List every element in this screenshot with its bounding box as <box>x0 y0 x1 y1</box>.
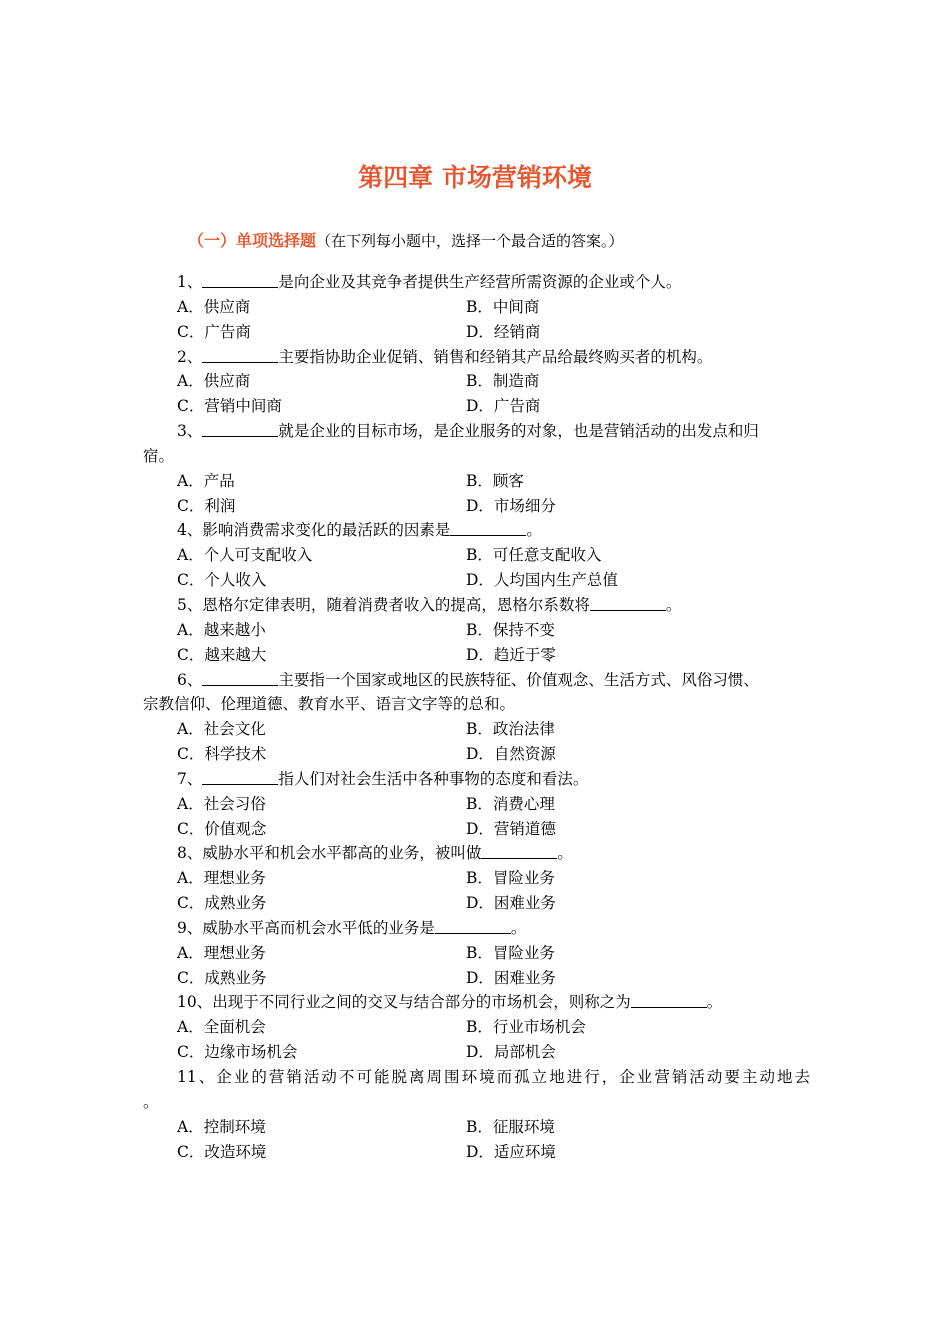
answer-option: B．保持不变 <box>466 620 555 639</box>
answer-blank <box>481 842 557 859</box>
answer-option: C．科学技术 <box>177 745 267 764</box>
option-row <box>0 543 950 568</box>
answer-option: C．边缘市场机会 <box>177 1043 298 1062</box>
answer-option: A．控制环境 <box>177 1117 266 1136</box>
answer-option: A．社会习俗 <box>177 794 266 813</box>
answer-option: D．营销道德 <box>466 819 556 838</box>
answer-option: A．理想业务 <box>177 869 266 888</box>
answer-option: C．改造环境 <box>177 1142 267 1161</box>
answer-option: D．自然资源 <box>466 745 556 764</box>
answer-option: A．个人可支配收入 <box>177 546 313 565</box>
answer-option: C．成熟业务 <box>177 894 267 913</box>
question-stem <box>0 345 950 370</box>
question-text-after-blank: 主要指一个国家或地区的民族特征、价值观念、生活方式、风俗习惯、 <box>278 670 759 689</box>
answer-option: C．广告商 <box>177 322 251 341</box>
option-row <box>0 320 950 345</box>
answer-option: D．困难业务 <box>466 968 556 987</box>
answer-option: D．趋近于零 <box>466 645 556 664</box>
answer-option: A．越来越小 <box>177 620 266 639</box>
option-row <box>0 1115 950 1140</box>
answer-blank <box>202 768 278 785</box>
answer-option: A．供应商 <box>177 297 251 316</box>
answer-option: B．冒险业务 <box>466 943 555 962</box>
answer-option: D．人均国内生产总值 <box>466 571 618 590</box>
option-row <box>0 817 950 842</box>
question-stem <box>0 841 950 866</box>
answer-option: B．征服环境 <box>466 1117 555 1136</box>
answer-blank <box>202 271 278 288</box>
answer-option: B．顾客 <box>466 471 524 490</box>
answer-option: D．经销商 <box>466 322 541 341</box>
option-row <box>0 618 950 643</box>
question-number: 11、 <box>177 1068 217 1086</box>
answer-blank <box>590 594 666 611</box>
question-number: 7、 <box>177 769 203 788</box>
question-stem <box>0 593 950 618</box>
option-row <box>0 891 950 916</box>
question-stem <box>0 767 950 792</box>
question-text-after-blank: 。 <box>665 595 682 614</box>
question-number: 1、 <box>177 273 203 291</box>
option-row <box>0 866 950 891</box>
question-stem <box>0 419 950 444</box>
answer-option: D．困难业务 <box>466 894 556 913</box>
question-text-before-blank: 威胁水平和机会水平都高的业务，被叫做 <box>202 844 482 863</box>
section-note: （在下列每小题中，选择一个最合适的答案。） <box>316 232 624 250</box>
question-continuation: 。 <box>143 1092 159 1111</box>
question-number: 3、 <box>177 422 203 441</box>
option-row <box>0 742 950 767</box>
question-number: 9、 <box>177 918 203 937</box>
answer-blank <box>631 991 707 1008</box>
question-number: 2、 <box>177 347 203 366</box>
question-number: 10、 <box>177 993 213 1012</box>
option-row <box>0 966 950 991</box>
question-text-before-blank: 威胁水平高而机会水平低的业务是 <box>202 918 435 937</box>
option-row <box>0 394 950 419</box>
question-number: 6、 <box>177 670 203 689</box>
answer-option: C．成熟业务 <box>177 968 267 987</box>
option-row <box>0 494 950 519</box>
option-row <box>0 369 950 394</box>
question-text-after-blank: 。 <box>706 993 723 1012</box>
answer-option: B．行业市场机会 <box>466 1018 586 1037</box>
option-row <box>0 717 950 742</box>
question-text-after-blank: 。 <box>557 844 573 863</box>
answer-option: B．消费心理 <box>466 794 555 813</box>
option-row <box>0 469 950 494</box>
answer-blank <box>202 420 278 437</box>
question-stem <box>0 990 950 1015</box>
answer-blank <box>450 519 526 536</box>
answer-option: A．供应商 <box>177 372 251 391</box>
option-row <box>0 1040 950 1065</box>
answer-option: D．市场细分 <box>466 496 556 515</box>
answer-option: A．社会文化 <box>177 720 266 739</box>
question-number: 8、 <box>177 844 203 863</box>
section-head: （一）单项选择题 <box>188 231 317 250</box>
question-text-after-blank: 。 <box>526 521 542 540</box>
question-text-before-blank: 企业的营销活动不可能脱离周围环境而孤立地进行，企业营销活动要主动地去 <box>216 1068 810 1086</box>
option-row <box>0 295 950 320</box>
answer-option: B．可任意支配收入 <box>466 546 602 565</box>
question-text-after-blank: 主要指协助企业促销、销售和经销其产品给最终购买者的机构。 <box>278 347 713 366</box>
answer-option: C．利润 <box>177 496 236 515</box>
answer-option: B．中间商 <box>466 297 540 316</box>
question-list <box>0 270 950 1164</box>
answer-option: D．局部机会 <box>466 1043 556 1062</box>
question-stem <box>0 916 950 941</box>
option-row <box>0 1140 950 1165</box>
answer-option: B．冒险业务 <box>466 869 555 888</box>
section-heading <box>188 228 624 251</box>
question-number: 5、 <box>177 595 203 614</box>
answer-option: A．产品 <box>177 471 235 490</box>
question-text-before-blank: 出现于不同行业之间的交叉与结合部分的市场机会，则称之为 <box>212 993 631 1012</box>
answer-blank <box>202 346 278 363</box>
answer-option: C．越来越大 <box>177 645 267 664</box>
option-row <box>0 792 950 817</box>
answer-blank <box>435 917 511 934</box>
question-stem <box>0 518 950 543</box>
question-number: 4、 <box>177 521 203 540</box>
option-row <box>0 1015 950 1040</box>
option-row <box>0 643 950 668</box>
answer-option: B．政治法律 <box>466 720 555 739</box>
answer-blank <box>202 669 278 686</box>
question-text-before-blank: 恩格尔定律表明，随着消费者收入的提高，恩格尔系数将 <box>202 595 590 614</box>
question-text-after-blank: 就是企业的目标市场，是企业服务的对象，也是营销活动的出发点和归 <box>278 422 759 441</box>
answer-option: D．广告商 <box>466 397 541 416</box>
answer-option: B．制造商 <box>466 372 540 391</box>
chapter-title: 第四章 市场营销环境 <box>358 163 592 192</box>
answer-option: D．适应环境 <box>466 1142 556 1161</box>
question-stem <box>0 668 950 693</box>
answer-option: A．理想业务 <box>177 943 266 962</box>
question-text-after-blank: 。 <box>510 918 527 937</box>
question-text-after-blank: 是向企业及其竞争者提供生产经营所需资源的企业或个人。 <box>278 273 682 291</box>
question-continuation: 宗教信仰、伦理道德、教育水平、语言文字等的总和。 <box>143 695 516 714</box>
option-row <box>0 941 950 966</box>
answer-option: C．营销中间商 <box>177 397 282 416</box>
question-text-after-blank: 指人们对社会生活中各种事物的态度和看法。 <box>278 769 589 788</box>
answer-option: A．全面机会 <box>177 1018 266 1037</box>
answer-option: C．个人收入 <box>177 571 267 590</box>
question-continuation: 宿。 <box>143 446 175 465</box>
answer-option: C．价值观念 <box>177 819 267 838</box>
question-text-before-blank: 影响消费需求变化的最活跃的因素是 <box>202 521 451 540</box>
option-row <box>0 568 950 593</box>
question-stem <box>0 1065 950 1090</box>
question-stem <box>0 270 950 295</box>
